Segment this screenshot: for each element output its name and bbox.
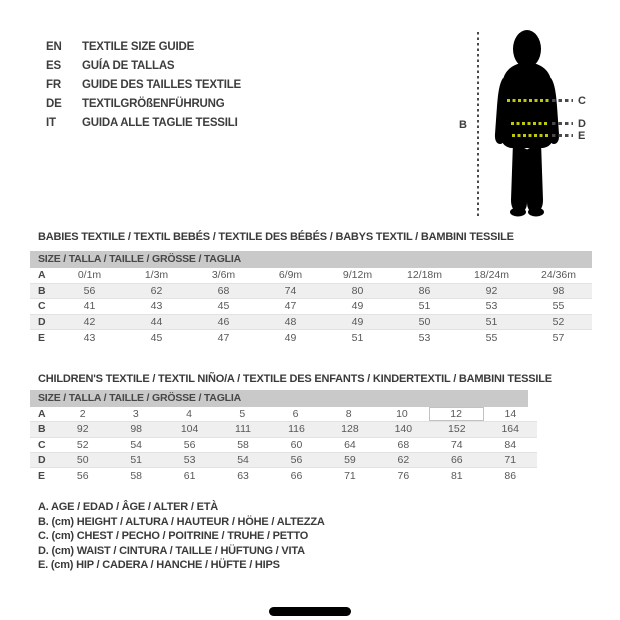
table-cell: 49 [351, 315, 364, 328]
children-size-header: SIZE / TALLA / TAILLE / GRÖSSE / TAGLIA [30, 390, 528, 407]
table-cell: 55 [552, 300, 565, 313]
home-indicator-bar [269, 607, 351, 616]
table-cell: 86 [504, 469, 517, 482]
language-title-list [46, 38, 241, 133]
table-cell: 1/3m [144, 269, 169, 282]
table-cell: 111 [235, 423, 252, 436]
table-cell: 71 [344, 469, 356, 482]
table-cell: 4 [186, 408, 192, 421]
table-cell: 12/18m [406, 269, 443, 282]
row-label: D [38, 315, 46, 328]
table-cell: 68 [397, 438, 410, 451]
table-cell: 8 [345, 408, 352, 421]
table-row [30, 330, 592, 346]
table-cell: 81 [450, 469, 463, 482]
table-cell: 53 [418, 331, 431, 344]
waist-leader-line [552, 122, 573, 125]
table-cell: 50 [418, 315, 431, 328]
table-cell: 76 [397, 469, 410, 482]
table-cell: 84 [504, 438, 517, 451]
table-cell: 68 [217, 284, 230, 297]
table-cell: 12 [429, 407, 484, 421]
table-cell: 116 [288, 423, 305, 436]
language-title: GUÍA DE TALLAS [82, 60, 175, 72]
language-code: IT [46, 117, 56, 129]
waist-label: D [578, 118, 586, 130]
table-cell: 55 [485, 331, 498, 344]
chest-measure-line [507, 99, 549, 102]
row-label: A [38, 408, 46, 421]
table-cell: 47 [284, 300, 297, 313]
table-cell: 14 [504, 408, 517, 421]
table-cell: 64 [344, 438, 356, 451]
table-cell: 51 [418, 300, 431, 313]
table-cell: 46 [217, 315, 230, 328]
table-cell: 41 [83, 300, 96, 313]
language-row [46, 38, 241, 57]
table-cell: 140 [394, 423, 413, 436]
row-label: D [38, 454, 46, 467]
table-cell: 3 [132, 408, 139, 421]
height-measure-line [477, 32, 479, 218]
children-table [30, 407, 537, 483]
row-label: A [38, 269, 46, 282]
table-cell: 74 [284, 284, 297, 297]
table-cell: 9/12m [342, 269, 373, 282]
legend-line-height: B. (cm) HEIGHT / ALTURA / HAUTEUR / HÖHE / ALTEZZA [38, 515, 325, 528]
legend-line-waist: D. (cm) WAIST / CINTURA / TAILLE / HÜFTUNG / VITA [38, 544, 305, 557]
table-cell: 43 [150, 300, 163, 313]
table-cell: 0/1m [77, 269, 102, 282]
table-cell: 6/9m [278, 269, 303, 282]
table-row [30, 299, 592, 315]
language-code: FR [46, 79, 61, 91]
table-cell: 61 [183, 469, 196, 482]
table-cell: 128 [341, 423, 359, 436]
table-cell: 56 [83, 284, 96, 297]
table-cell: 59 [344, 454, 356, 467]
table-cell: 52 [76, 438, 89, 451]
table-cell: 63 [237, 469, 249, 482]
table-cell: 56 [76, 469, 89, 482]
table-cell: 58 [237, 438, 249, 451]
babies-size-header: SIZE / TALLA / TAILLE / GRÖSSE / TAGLIA [30, 251, 592, 268]
table-cell: 98 [552, 284, 565, 297]
language-row [46, 114, 241, 133]
table-cell: 57 [552, 331, 565, 344]
babies-table [30, 268, 592, 346]
table-cell: 51 [485, 315, 498, 328]
measurement-legend [38, 500, 325, 573]
table-cell: 6 [292, 408, 299, 421]
table-cell: 52 [552, 315, 565, 328]
table-row [30, 315, 592, 331]
table-cell: 104 [180, 423, 199, 436]
table-cell: 5 [239, 408, 246, 421]
table-cell: 48 [284, 315, 297, 328]
table-cell: 24/36m [540, 269, 577, 282]
height-label: B [459, 119, 467, 131]
row-label: B [38, 284, 46, 297]
table-cell: 47 [217, 331, 230, 344]
table-cell: 45 [217, 300, 230, 313]
language-title: TEXTILE SIZE GUIDE [82, 41, 195, 53]
child-silhouette [489, 22, 569, 220]
row-label: E [38, 331, 46, 344]
table-row [30, 284, 592, 300]
row-label: E [38, 469, 46, 482]
table-cell: 56 [290, 454, 303, 467]
babies-section-title: BABIES TEXTILE / TEXTIL BEBÉS / TEXTILE DES BÉBÉS / BABYS TEXTIL / BAMBINI TESSILE [38, 231, 514, 243]
table-cell: 74 [450, 438, 463, 451]
table-cell: 54 [130, 438, 142, 451]
hip-measure-line [512, 134, 549, 137]
table-cell: 66 [450, 454, 463, 467]
table-cell: 3/6m [211, 269, 236, 282]
language-code: ES [46, 60, 61, 72]
language-title: TEXTILGRÖßENFÜHRUNG [82, 98, 225, 110]
language-row [46, 76, 241, 95]
row-label: C [38, 438, 46, 451]
table-row [30, 453, 537, 468]
table-cell: 62 [150, 284, 163, 297]
table-cell: 43 [83, 331, 96, 344]
table-cell: 71 [504, 454, 517, 467]
language-code: DE [46, 98, 62, 110]
table-cell: 42 [83, 315, 96, 328]
table-cell: 51 [351, 331, 364, 344]
table-cell: 54 [237, 454, 249, 467]
hip-label: E [578, 130, 586, 142]
table-cell: 62 [397, 454, 410, 467]
table-cell: 44 [150, 315, 163, 328]
language-row [46, 95, 241, 114]
table-cell: 45 [150, 331, 163, 344]
table-cell: 92 [485, 284, 498, 297]
table-row [30, 407, 537, 422]
language-title: GUIDA ALLE TAGLIE TESSILI [82, 117, 238, 129]
table-cell: 56 [183, 438, 196, 451]
language-code: EN [46, 41, 62, 53]
legend-line-hip: E. (cm) HIP / CADERA / HANCHE / HÜFTE / HIPS [38, 559, 280, 572]
chest-leader-line [552, 99, 573, 102]
table-cell: 50 [76, 454, 89, 467]
chest-label: C [578, 95, 586, 107]
table-cell: 53 [485, 300, 498, 313]
table-row [30, 422, 537, 437]
row-label: B [38, 423, 46, 436]
table-row [30, 268, 592, 284]
row-label: C [38, 300, 46, 313]
table-cell: 53 [183, 454, 196, 467]
legend-line-age: A. AGE / EDAD / ÂGE / ALTER / ETÀ [38, 501, 219, 513]
table-cell: 86 [418, 284, 431, 297]
table-cell: 98 [130, 423, 142, 436]
language-row [46, 57, 241, 76]
table-cell: 49 [284, 331, 297, 344]
legend-line-chest: C. (cm) CHEST / PECHO / POITRINE / TRUHE / PETTO [38, 530, 309, 543]
children-section-title: CHILDREN'S TEXTILE / TEXTIL NIÑO/A / TEXTILE DES ENFANTS / KINDERTEXTIL / BAMBINI TESSILE [38, 373, 552, 385]
table-cell: 18/24m [473, 269, 510, 282]
table-cell: 66 [290, 469, 303, 482]
table-row [30, 438, 537, 453]
language-title: GUIDE DES TAILLES TEXTILE [82, 79, 241, 91]
hip-leader-line [552, 134, 573, 137]
table-cell: 164 [501, 423, 519, 436]
table-cell: 51 [130, 454, 142, 467]
table-row [30, 468, 537, 483]
table-cell: 10 [396, 408, 408, 421]
table-cell: 58 [130, 469, 142, 482]
table-cell: 92 [76, 423, 89, 436]
table-cell: 60 [290, 438, 303, 451]
table-cell: 49 [351, 300, 364, 313]
table-cell: 2 [79, 408, 86, 421]
waist-measure-line [511, 122, 549, 125]
table-cell: 152 [448, 423, 466, 436]
table-cell: 80 [351, 284, 364, 297]
